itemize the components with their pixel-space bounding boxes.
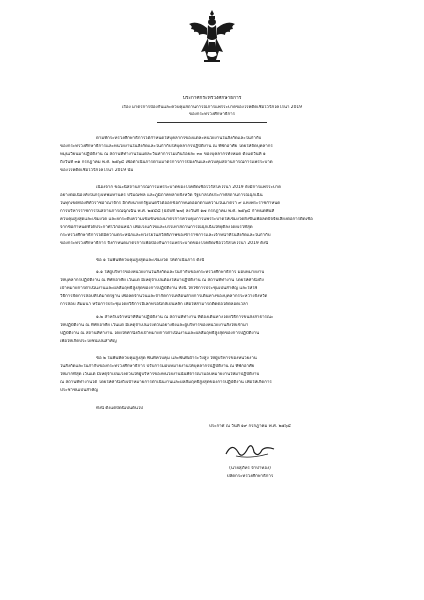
paragraph-2-line: ของกระทรวงศึกษาธิการ จึงกำหนดมาตรการเพื่อป้องกันการแพร่ระบาดของโรคติดเชื้อไวรัสโคโรนา 2019 ดังนี้: [60, 241, 269, 246]
paragraph-2-line: ควบคุมสูงสุดและเข้มงวด และยกระดับความเข้มข้นของมาตรการควบคุมการแพร่ระบาดให้เข้มงวดยิ่งขึ้นเพื่อลดปัจจัยเสี่ยงต่อการติดเชื้อ: [60, 217, 313, 222]
article-2-line: ข้อ ๒ ในพื้นที่ควบคุมสูงสุด พื้นที่ควบคุม และพื้นที่เฝ้าระวังสูง ให้ผู้บริหารของหน่วยงาน: [96, 356, 257, 361]
article-2-line: ให้มากที่สุด เว้นแต่ มีเหตุจำเป็นเร่งด่วนให้ผู้บริหารของหน่วยงานนั้นพิจารณามอบหมายงานให้มาปฏิบัติงาน: [60, 372, 260, 377]
article-1-line: ๑.๑ ให้ผู้บริหารของหน่วยงานในสังกัดและในกำกับของกระทรวงศึกษาธิการ มอบหมายงาน: [96, 270, 265, 275]
header-divider: [157, 122, 267, 123]
article-1-line: เป้าหมายการดำเนินงานและผลสัมฤทธิ์สูงสุดของการปฏิบัติงาน ทั้งนี้ ให้ใช้การประชุมเป็นสำคัญ และให้ใช้: [60, 286, 258, 291]
article-1-line: วิธีการจัดการสอบที่ได้มาตรฐาน เพื่อลดจำนวนและจำกัดการเคลื่อนย้ายการเดินทางของบุคลากรระหว่างจังหวัด: [60, 294, 268, 299]
article-2-line: ประชาชนเป็นสำคัญ: [60, 388, 99, 393]
paragraph-2-line: ในทุกเขตท้องที่ทั่วราชอาณาจักร อีกทั้งนายกรัฐมนตรีได้ออกข้อกำหนดออกตามความในมาตรา ๙ แห่งพระราชกำหนด: [60, 201, 281, 206]
announcement-date: ประกาศ ณ วันที่ ๑๙ กรกฎาคม พ.ศ. ๒๕๖๔: [209, 424, 291, 429]
article-1-line: ปฏิบัติงาน ณ สถานที่ทำงาน โดยให้คำนึงถึงเป้าหมายการดำเนินงานและผลสัมฤทธิ์สูงสุดของการปฏิบัติงาน: [60, 331, 260, 336]
subject-line-2: ของกระทรวงศึกษาธิการ: [189, 112, 235, 117]
paragraph-1-line: ของกระทรวงศึกษาธิการและหน่วยงานในสังกัดและในกำกับให้บุคลากรปฏิบัติงาน ณ ที่พักอาศัย โดยให้จัดบุคลากร: [60, 144, 273, 149]
paragraph-2-line: การบริหารราชการในสถานการณ์ฉุกเฉิน พ.ศ. ๒๕๔๘ (ฉบับที่ ๒๗) ลงวันที่ ๑๗ กรกฎาคม พ.ศ. ๒๕๖๔ กำหนดพื้นที่: [60, 209, 275, 214]
signer-title: ปลัดกระทรวงศึกษาธิการ: [226, 474, 274, 479]
paragraph-1-line: ตามที่กระทรวงศึกษาธิการได้กำหนดให้บุคลากรของแต่ละหน่วยงานในสังกัดและในกำกับ: [96, 136, 262, 141]
paragraph-1-line: ของโรคติดเชื้อไวรัสโคโรนา 2019 นั้น: [60, 168, 134, 173]
paragraph-2-line: กระทรวงศึกษาธิการได้มีความตระหนักและห่วงใยในสวัสดิภาพของข้าราชการและเจ้าหน้าที่ในสังกัดและในกำกับ: [60, 233, 271, 238]
paragraph-2-line: เนื่องจาก ขณะนี้สถานการณ์การแพร่ระบาดของโรคติดเชื้อไวรัสโคโรนา 2019 ยังมีการแพร่ระบาด: [96, 185, 281, 190]
article-1-line: ให้บุคลากรปฏิบัติงาน ณ ที่พักอาศัย เว้นแต่ มีเหตุจำเป็นต้องให้มาปฏิบัติงาน ณ สถานที่ทำงาน โดยให้คำนึงถึง: [60, 278, 264, 283]
signature-icon: [222, 440, 278, 462]
article-1-line: ให้ปฏิบัติงาน ณ ที่พักอาศัย เว้นแต่ มีเหตุจำเป็นเร่งด่วนอย่างยิ่งและผู้บริหารของหน่วยงานสั่งให้เข้ามา: [60, 323, 249, 328]
article-1-line: การสอบ สัมมนา หรือการประชุมโดยวิธีการอิเล็กทรอนิกส์เป็นหลัก เพื่อให้สามารถติดต่อได้ตลอดเวลา: [60, 302, 249, 307]
signer-name: (นายสุภัทร จำปาทอง): [229, 466, 271, 471]
announcement-title: ประกาศกระทรวงศึกษาธิการ: [182, 96, 242, 101]
article-2-line: ณ สถานที่ทำงานได้ โดยให้คำนึงถึงเป้าหมายการดำเนินงานและผลสัมฤทธิ์สูงสุดของการปฏิบัติงาน เพื่อให้เกิดการ: [60, 380, 272, 385]
closing-statement: ทั้งนี้ ตั้งแต่บัดนี้เป็นต้นไป: [96, 406, 143, 411]
article-1-line: ๑.๒ สำหรับเจ้าหน้าที่ที่มาปฏิบัติงาน ณ สถานที่ทำงาน ที่ต้องเดินทางโดยวิธีการขนส่งสาธารณะ: [96, 315, 274, 320]
garuda-emblem-icon: [187, 8, 237, 66]
paragraph-1-line: หมุนเวียนมาปฏิบัติงาน ณ สถานที่ทำงานในแต่ละวันทำการไม่เกินร้อยละ ๓๐ ของบุคลากรทั้งหมด ตั้งแต่วันที่ ๑: [60, 152, 266, 157]
article-1-heading: ข้อ ๑ ในพื้นที่ควบคุมสูงสุดและเข้มงวด ให้ดำเนินการ ดังนี้: [96, 258, 205, 263]
subject-line-1: เรื่อง มาตรการป้องกันและควบคุมสถานการณ์การแพร่ระบาดของโรคติดเชื้อไวรัสโคโรนา 2019: [122, 105, 302, 110]
paragraph-2-line: อย่างต่อเนื่องทั้งในกรุงเทพมหานคร ปริมณฑล และภูมิภาคหลายจังหวัด รัฐบาลได้ประกาศสถานการณ์ฉุกเฉิน: [60, 193, 263, 198]
paragraph-2-line: จากข้อกำหนดที่ได้ประกาศไว้ก่อนหน้า เพื่อเร่งแก้ไขและบรรเทาสถานการณ์ฉุกเฉินให้ยุติลงโดยเร็วที่สุด: [60, 225, 253, 230]
article-2-line: ในสังกัดและในกำกับของกระทรวงศึกษาธิการ ปรับการมอบหมายงานให้บุคลากรปฏิบัติงาน ณ ที่พักอาศัย: [60, 364, 255, 369]
article-1-line: เพื่อให้เกิดประโยชน์เป็นสำคัญ: [60, 339, 117, 344]
paragraph-1-line: ถึงวันที่ ๓๑ กรกฎาคม พ.ศ. ๒๕๖๔ เพื่อดำเนินการตามมาตรการการป้องกันและควบคุมสถานการณ์การแพร่ระบาด: [60, 160, 273, 165]
